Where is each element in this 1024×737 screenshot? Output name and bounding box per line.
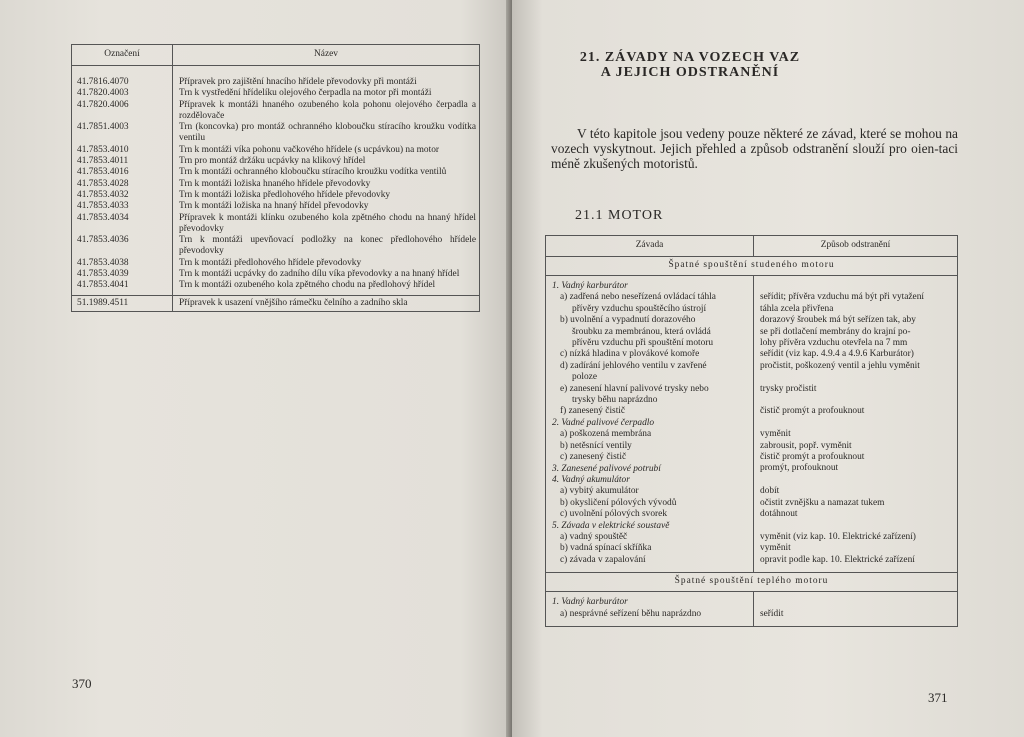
table-line [760, 281, 954, 292]
table-line [760, 475, 954, 486]
part-name: Trn k montáži ložiska předlohového hřídele převodovky [173, 190, 480, 201]
header-remedy: Způsob odstranění [754, 236, 958, 257]
section-title: 21.1 MOTOR [575, 208, 664, 223]
table-line: očistit zvnějšku a namazat tukem [760, 497, 885, 508]
table-line: dobít [760, 486, 780, 497]
table-line: a) vybitý akumulátor [560, 486, 639, 497]
table-line: 3. Zanesené palivové potrubí [552, 463, 661, 474]
page-number-left: 370 [72, 676, 92, 691]
table-row [72, 269, 480, 280]
table-row [72, 213, 480, 236]
part-code: 41.7853.4041 [72, 280, 173, 295]
part-name: Trn k montáži ochranného kloboučku stíracího kroužku vodítka ventilů [173, 167, 480, 178]
table-line: táhla zcela přivřena [760, 303, 834, 314]
table-line: trysky pročistit [760, 383, 817, 394]
table-line: a) zadřená nebo neseřízená ovládací táhla [560, 292, 716, 303]
table-row [72, 156, 480, 167]
table-line: vyměnit [760, 543, 791, 554]
table-line: 5. Závada v elektrické soustavě [552, 520, 670, 531]
table-line [760, 418, 954, 429]
table-line: pročistit, poškozený ventil a jehlu vyměnit [760, 360, 920, 371]
part-name: Trn k montáži ložiska hnaného hřídele převodovky [173, 179, 480, 190]
table-line: vyměnit [760, 429, 791, 440]
table-line: a) poškozená membrána [560, 429, 652, 440]
part-code: 41.7816.4070 [72, 66, 173, 89]
header-code: Označení [72, 45, 173, 66]
faults-warm [546, 592, 754, 627]
table-row [72, 235, 480, 258]
part-name: Trn k montáži ložiska na hnaný hřídel převodovky [173, 201, 480, 212]
table-line: 4. Vadný akumulátor [552, 474, 630, 485]
table-line: poloze [572, 372, 597, 383]
table-line: lohy přívěra vzduchu otevřela na 7 mm [760, 338, 908, 349]
chapter-title [560, 50, 820, 80]
table-line: přívěru vzduchu při spouštění motoru [572, 338, 714, 349]
part-code: 41.7851.4003 [72, 122, 173, 145]
table-line: a) nesprávné seřízení běhu naprázdno [560, 608, 702, 619]
table-line: 1. Vadný karburátor [552, 597, 628, 608]
table-line: promýt, profouknout [760, 463, 839, 474]
table-line: c) závada v zapalování [560, 554, 646, 565]
table-line: opravit podle kap. 10. Elektrické zařízení [760, 554, 915, 565]
table-line: c) zanesený čistič [560, 452, 627, 463]
parts-table [71, 44, 480, 312]
chapter-title-line2: A JEJICH ODSTRANĚNÍ [600, 65, 780, 80]
table-line: c) uvolnění pólových svorek [560, 509, 668, 520]
table-row [72, 201, 480, 212]
header-name: Název [173, 45, 480, 66]
table-line: trysky běhu naprázdno [572, 395, 658, 406]
table-row [72, 88, 480, 99]
part-code: 41.7853.4033 [72, 201, 173, 212]
part-code: 41.7853.4028 [72, 179, 173, 190]
table-row [72, 145, 480, 156]
table-line: zabrousit, popř. vyměnit [760, 440, 852, 451]
parts-table-body [72, 66, 480, 312]
intro-paragraph: V této kapitole jsou vedeny pouze některé ze závad, které se mohou na vozech vyskytnout. Jejich přehled a způsob odstranění slouží pro oien-taci méně zkušených motoristů. [551, 126, 958, 171]
table-line [760, 395, 954, 406]
table-line: b) vadná spínací skříňka [560, 543, 652, 554]
table-row [72, 66, 480, 89]
table-line: dotáhnout [760, 509, 798, 520]
remedies-warm [754, 592, 958, 627]
table-row [72, 280, 480, 295]
table-row [72, 190, 480, 201]
faults-cold [546, 276, 754, 573]
table-line [760, 597, 954, 608]
table-row [72, 295, 480, 311]
table-line: čistič promýt a profouknout [760, 406, 865, 417]
table-line: 2. Vadné palivové čerpadlo [552, 417, 655, 428]
part-name: Trn k montáži ozubeného kola zpětného chodu na předlohový hřídel [173, 280, 480, 295]
group-cold-start: Špatné spouštění studeného motoru [546, 257, 958, 276]
part-name: Trn k montáži předlohového hřídele převodovky [173, 258, 480, 269]
table-row [72, 100, 480, 123]
part-code: 41.7853.4034 [72, 213, 173, 236]
table-line: d) zadírání jehlového ventilu v zavřené [560, 360, 707, 371]
header-fault: Závada [546, 236, 754, 257]
table-line: 1. Vadný karburátor [552, 281, 628, 291]
part-name: Přípravek k usazení vnějšího rámečku čelního a zadního skla [173, 295, 480, 311]
table-line: a) vadný spouštěč [560, 531, 628, 542]
part-code: 41.7853.4036 [72, 235, 173, 258]
table-line: b) okysličení pólových vývodů [560, 497, 677, 508]
table-line: f) zanesený čistič [560, 406, 626, 417]
part-name: Trn (koncovka) pro montáž ochranného kloboučku stíracího kroužku vodítka ventilu [173, 122, 480, 145]
table-line: šroubku za membránou, která ovládá [572, 326, 711, 337]
chapter-title-line1: 21. ZÁVADY NA VOZECH VAZ [579, 50, 801, 65]
table-row [72, 179, 480, 190]
table-line: seřídit [760, 608, 784, 619]
table-row [72, 258, 480, 269]
part-code: 41.7853.4010 [72, 145, 173, 156]
part-name: Trn k montáži ucpávky do zadního dílu víka převodovky a na hnaný hřídel [173, 269, 480, 280]
part-code: 41.7853.4032 [72, 190, 173, 201]
table-line: c) nízká hladina v plovákové komoře [560, 349, 700, 360]
part-name: Přípravek pro zajištění hnacího hřídele převodovky při montáži [173, 66, 480, 89]
table-line: vyměnit (viz kap. 10. Elektrické zařízení) [760, 531, 916, 542]
part-code: 41.7853.4039 [72, 269, 173, 280]
page-number-right: 371 [928, 690, 948, 705]
part-name: Přípravek k montáži klínku ozubeného kola zpětného chodu na hnaný hřídel převodovky [173, 213, 480, 236]
part-code: 41.7853.4011 [72, 156, 173, 167]
table-line: se při dotlačení membrány do krajní po- [760, 326, 911, 337]
table-line: dorazový šroubek má být seřízen tak, aby [760, 315, 916, 326]
part-code: 41.7820.4006 [72, 100, 173, 123]
part-name: Trn pro montáž držáku ucpávky na klikový hřídel [173, 156, 480, 167]
part-name: Trn k montáži víka pohonu vačkového hřídele (s ucpávkou) na motor [173, 145, 480, 156]
remedies-cold [754, 276, 958, 573]
table-line [760, 520, 954, 531]
table-row [72, 122, 480, 145]
group-warm-start: Špatné spouštění teplého motoru [546, 573, 958, 592]
part-code: 41.7853.4016 [72, 167, 173, 178]
table-line: b) uvolnění a vypadnutí dorazového [560, 315, 696, 326]
table-line [760, 372, 954, 383]
part-code: 41.7820.4003 [72, 88, 173, 99]
part-name: Trn k montáži upevňovací podložky na konec předlohového hřídele převodovky [173, 235, 480, 258]
faults-table [545, 235, 958, 627]
part-code: 51.1989.4511 [72, 295, 173, 311]
table-line: seřídit (viz kap. 4.9.4 a 4.9.6 Karburátor) [760, 349, 914, 360]
table-line: čistič promýt a profouknout [760, 452, 865, 463]
part-code: 41.7853.4038 [72, 258, 173, 269]
table-line: e) zanesení hlavní palivové trysky nebo [560, 383, 709, 394]
table-line: přívěry vzduchu spouštěcího ústrojí [572, 303, 707, 314]
table-line: b) netěsnící ventily [560, 440, 632, 451]
table-row [72, 167, 480, 178]
table-line: seřídit; přívěra vzduchu má být při vytažení [760, 292, 925, 303]
part-name: Přípravek k montáži hnaného ozubeného kola pohonu olejového čerpadla a rozdělovače [173, 100, 480, 123]
part-name: Trn k vystředění hřídelíku olejového čerpadla na motor při montáži [173, 88, 480, 99]
